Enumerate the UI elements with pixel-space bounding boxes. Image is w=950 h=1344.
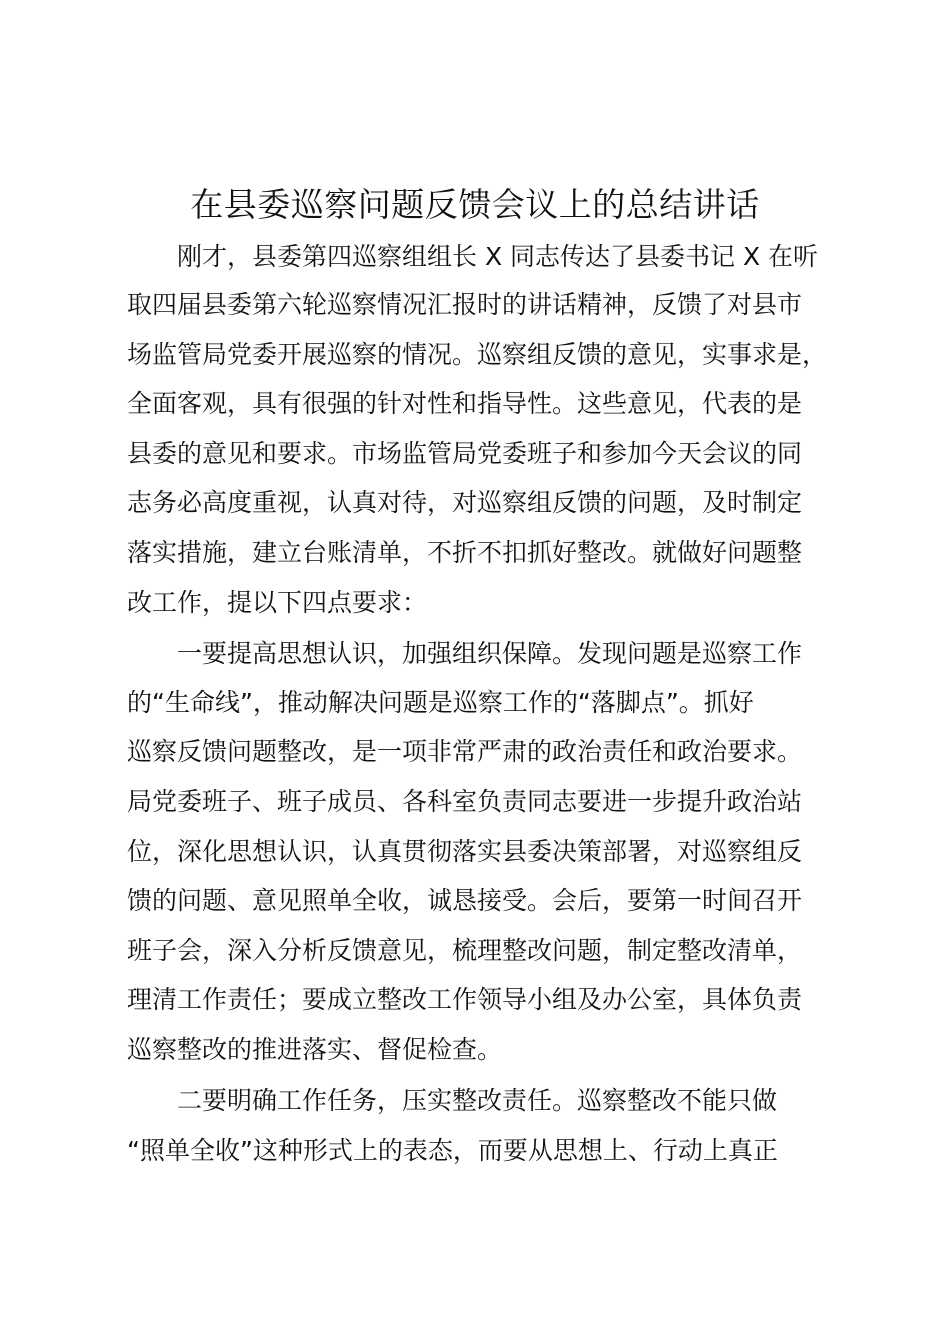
text-line: 一要提高思想认识，加强组织保障。发现问题是巡察工作 — [127, 639, 803, 668]
text-line: 全面客观，具有很强的针对性和指导性。这些意见，代表的是 — [127, 389, 803, 418]
document-title: 在县委巡察问题反馈会议上的总结讲话 — [190, 185, 760, 224]
text-line: “照单全收”这种形式上的表态，而要从思想上、行动上真正 — [127, 1136, 778, 1165]
text-line: 县委的意见和要求。市场监管局党委班子和参加今天会议的同 — [127, 439, 803, 468]
text-line: 场监管局党委开展巡察的情况。巡察组反馈的意见，实事求是， — [127, 340, 828, 369]
text-line: 班子会，深入分析反馈意见，梳理整改问题，制定整改清单， — [127, 936, 803, 965]
text-line: 的“生命线”，推动解决问题是巡察工作的“落脚点”。抓好 — [127, 688, 754, 717]
text-line: 局党委班子、班子成员、各科室负责同志要进一步提升政治站 — [127, 787, 803, 816]
text-line: 二要明确工作任务，压实整改责任。巡察整改不能只做 — [127, 1086, 778, 1115]
text-line: 巡察反馈问题整改，是一项非常严肃的政治责任和政治要求。 — [127, 737, 803, 766]
text-line: 馈的问题、意见照单全收，诚恳接受。会后，要第一时间召开 — [127, 886, 803, 915]
text-line: 位，深化思想认识，认真贯彻落实县委决策部署，对巡察组反 — [127, 837, 803, 866]
text-line: 志务必高度重视，认真对待，对巡察组反馈的问题，及时制定 — [127, 488, 803, 517]
text-line: 巡察整改的推进落实、督促检查。 — [127, 1035, 503, 1064]
text-line: 落实措施，建立台账清单，不折不扣抓好整改。就做好问题整 — [127, 538, 803, 567]
text-line: 理清工作责任；要成立整改工作领导小组及办公室，具体负责 — [127, 985, 803, 1014]
text-line: 刚才，县委第四巡察组组长 X 同志传达了县委书记 X 在听 — [127, 242, 819, 271]
text-line: 改工作，提以下四点要求： — [127, 588, 428, 617]
text-line: 取四届县委第六轮巡察情况汇报时的讲话精神，反馈了对县市 — [127, 290, 803, 319]
